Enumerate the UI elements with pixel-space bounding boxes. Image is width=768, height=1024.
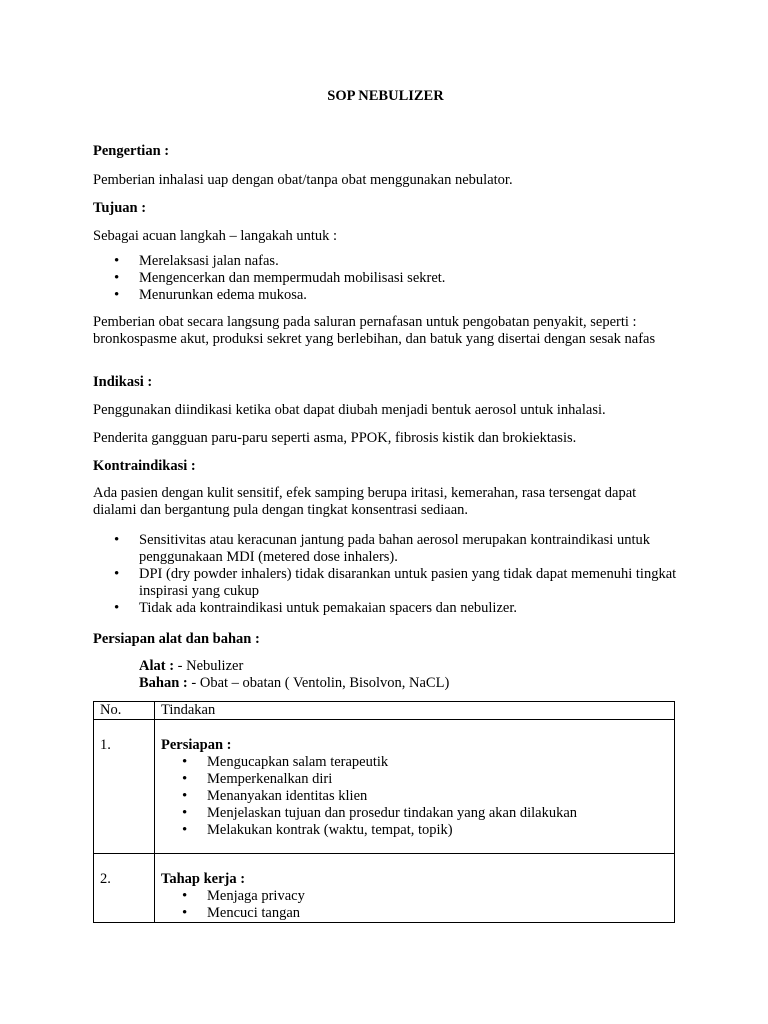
header-no: No.: [94, 702, 155, 720]
list-item: • Mengucapkan salam terapeutik: [161, 754, 674, 771]
header-tindakan: Tindakan: [155, 702, 675, 720]
indikasi-paragraph-1: Penggunakan diindikasi ketika obat dapat diubah menjadi bentuk aerosol untuk inhalasi.: [93, 402, 606, 418]
tujuan-list: [93, 253, 678, 304]
indikasi-heading: Indikasi :: [93, 374, 153, 390]
alat-label: Alat :: [139, 658, 175, 674]
row-heading: Tahap kerja :: [161, 871, 246, 887]
pengertian-text: Pemberian inhalasi uap dengan obat/tanpa obat menggunakan nebulator.: [93, 172, 513, 188]
list-item: • Menurunkan edema mukosa.: [93, 287, 678, 304]
pengertian-heading: Pengertian :: [93, 143, 170, 159]
row-action-list: [161, 754, 674, 839]
tujuan-heading: Tujuan :: [93, 200, 147, 216]
indikasi-paragraph-2: Penderita gangguan paru-paru seperti asma, PPOK, fibrosis kistik dan brokiektasis.: [93, 430, 577, 446]
alat-value: - Nebulizer: [174, 658, 244, 674]
list-item: • DPI (dry powder inhalers) tidak disarankan untuk pasien yang tidak dapat memenuhi tingkat inspirasi yang cukup: [93, 566, 678, 600]
row-action-list: [161, 888, 674, 922]
kontraindikasi-heading: Kontraindikasi :: [93, 458, 196, 474]
list-item: • Mengencerkan dan mempermudah mobilisasi sekret.: [93, 270, 678, 287]
row-number: 2.: [100, 871, 111, 887]
row-heading: Persiapan :: [161, 737, 232, 753]
persiapan-alat-heading: Persiapan alat dan bahan :: [93, 631, 260, 647]
bahan-label: Bahan :: [139, 675, 188, 691]
list-item: • Sensitivitas atau keracunan jantung pada bahan aerosol merupakan kontraindikasi untuk penggunakaan MDI (metered dose inhalers).: [93, 532, 678, 566]
table-header-row: [94, 702, 675, 720]
list-item: • Melakukan kontrak (waktu, tempat, topik): [161, 822, 674, 839]
kontraindikasi-list: [93, 532, 678, 617]
list-item: • Merelaksasi jalan nafas.: [93, 253, 678, 270]
list-item: • Menanyakan identitas klien: [161, 788, 674, 805]
list-item: • Tidak ada kontraindikasi untuk pemakaian spacers dan nebulizer.: [93, 600, 678, 617]
alat-line: [139, 658, 243, 675]
bahan-value: - Obat – obatan ( Ventolin, Bisolvon, NaCL): [187, 675, 450, 691]
tujuan-intro: Sebagai acuan langkah – langakah untuk :: [93, 228, 338, 244]
bahan-line: [139, 675, 449, 692]
kontraindikasi-intro: Ada pasien dengan kulit sensitif, efek samping berupa iritasi, kemerahan, rasa tersengat dapat dialami dan bergantung pula dengan tingkat konsentrasi sediaan.: [93, 485, 637, 518]
list-item: • Menjaga privacy: [161, 888, 674, 905]
row-number: 1.: [100, 737, 111, 753]
list-item: • Mencuci tangan: [161, 905, 674, 922]
table-row: [94, 720, 675, 854]
list-item: • Memperkenalkan diri: [161, 771, 674, 788]
document-title: SOP NEBULIZER: [327, 88, 444, 104]
table-row: [94, 854, 675, 923]
tujuan-note: Pemberian obat secara langsung pada saluran pernafasan untuk pengobatan penyakit, seperti : bronkospasme akut, produksi sekret yang berlebihan, dan batuk yang disertai dengan sesak nafas: [93, 314, 656, 347]
list-item: • Menjelaskan tujuan dan prosedur tindakan yang akan dilakukan: [161, 805, 674, 822]
procedure-table: [93, 701, 675, 923]
